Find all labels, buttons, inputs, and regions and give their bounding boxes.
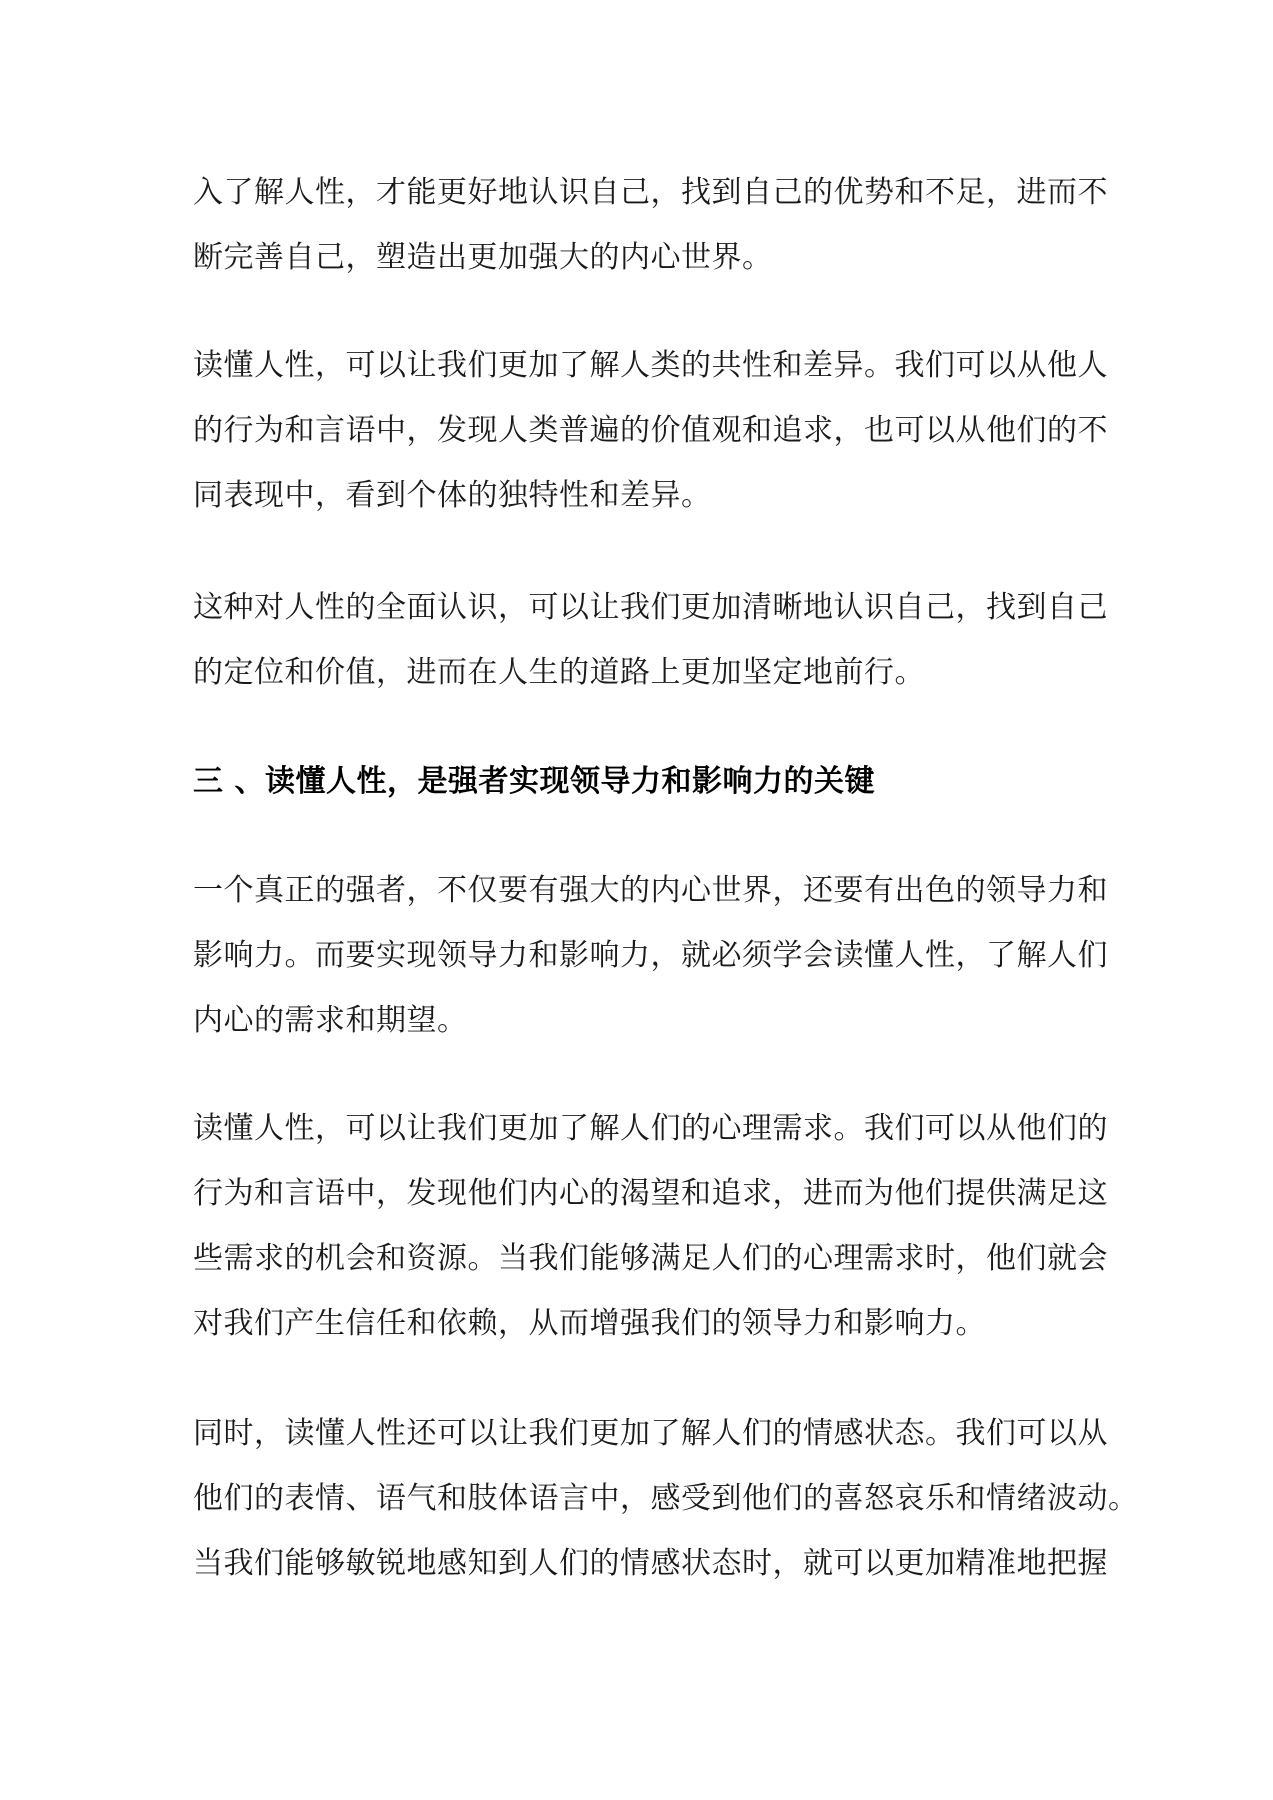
paragraph-4-line-3: 内心的需求和期望。 xyxy=(193,1003,468,1038)
paragraph-3-line-1: 这种对人性的全面认识，可以让我们更加清晰地认识自己，找到自己 xyxy=(193,590,1108,625)
paragraph-2-line-1: 读懂人性，可以让我们更加了解人类的共性和差异。我们可以从他人 xyxy=(193,348,1108,383)
paragraph-4-line-2: 影响力。而要实现领导力和影响力，就必须学会读懂人性，了解人们 xyxy=(193,938,1108,973)
paragraph-4-line-1: 一个真正的强者，不仅要有强大的内心世界，还要有出色的领导力和 xyxy=(193,873,1108,908)
paragraph-6-line-2: 他们的表情、语气和肢体语言中，感受到他们的喜怒哀乐和情绪波动。 xyxy=(193,1481,1139,1516)
paragraph-5-line-4: 对我们产生信任和依赖，从而增强我们的领导力和影响力。 xyxy=(193,1306,986,1341)
paragraph-6-line-3: 当我们能够敏锐地感知到人们的情感状态时，就可以更加精准地把握 xyxy=(193,1546,1108,1581)
section-heading: 三 、读懂人性，是强者实现领导力和影响力的关键 xyxy=(193,764,875,799)
paragraph-6-line-1: 同时，读懂人性还可以让我们更加了解人们的情感状态。我们可以从 xyxy=(193,1416,1108,1451)
paragraph-1-line-1: 入了解人性，才能更好地认识自己，找到自己的优势和不足，进而不 xyxy=(193,175,1108,210)
paragraph-5-line-3: 些需求的机会和资源。当我们能够满足人们的心理需求时，他们就会 xyxy=(193,1241,1108,1276)
paragraph-2-line-2: 的行为和言语中，发现人类普遍的价值观和追求，也可以从他们的不 xyxy=(193,413,1108,448)
paragraph-1-line-2: 断完善自己，塑造出更加强大的内心世界。 xyxy=(193,240,773,275)
paragraph-5-line-1: 读懂人性，可以让我们更加了解人们的心理需求。我们可以从他们的 xyxy=(193,1111,1108,1146)
paragraph-3-line-2: 的定位和价值，进而在人生的道路上更加坚定地前行。 xyxy=(193,655,925,690)
paragraph-5-line-2: 行为和言语中，发现他们内心的渴望和追求，进而为他们提供满足这 xyxy=(193,1176,1108,1211)
paragraph-2-line-3: 同表现中，看到个体的独特性和差异。 xyxy=(193,478,712,513)
